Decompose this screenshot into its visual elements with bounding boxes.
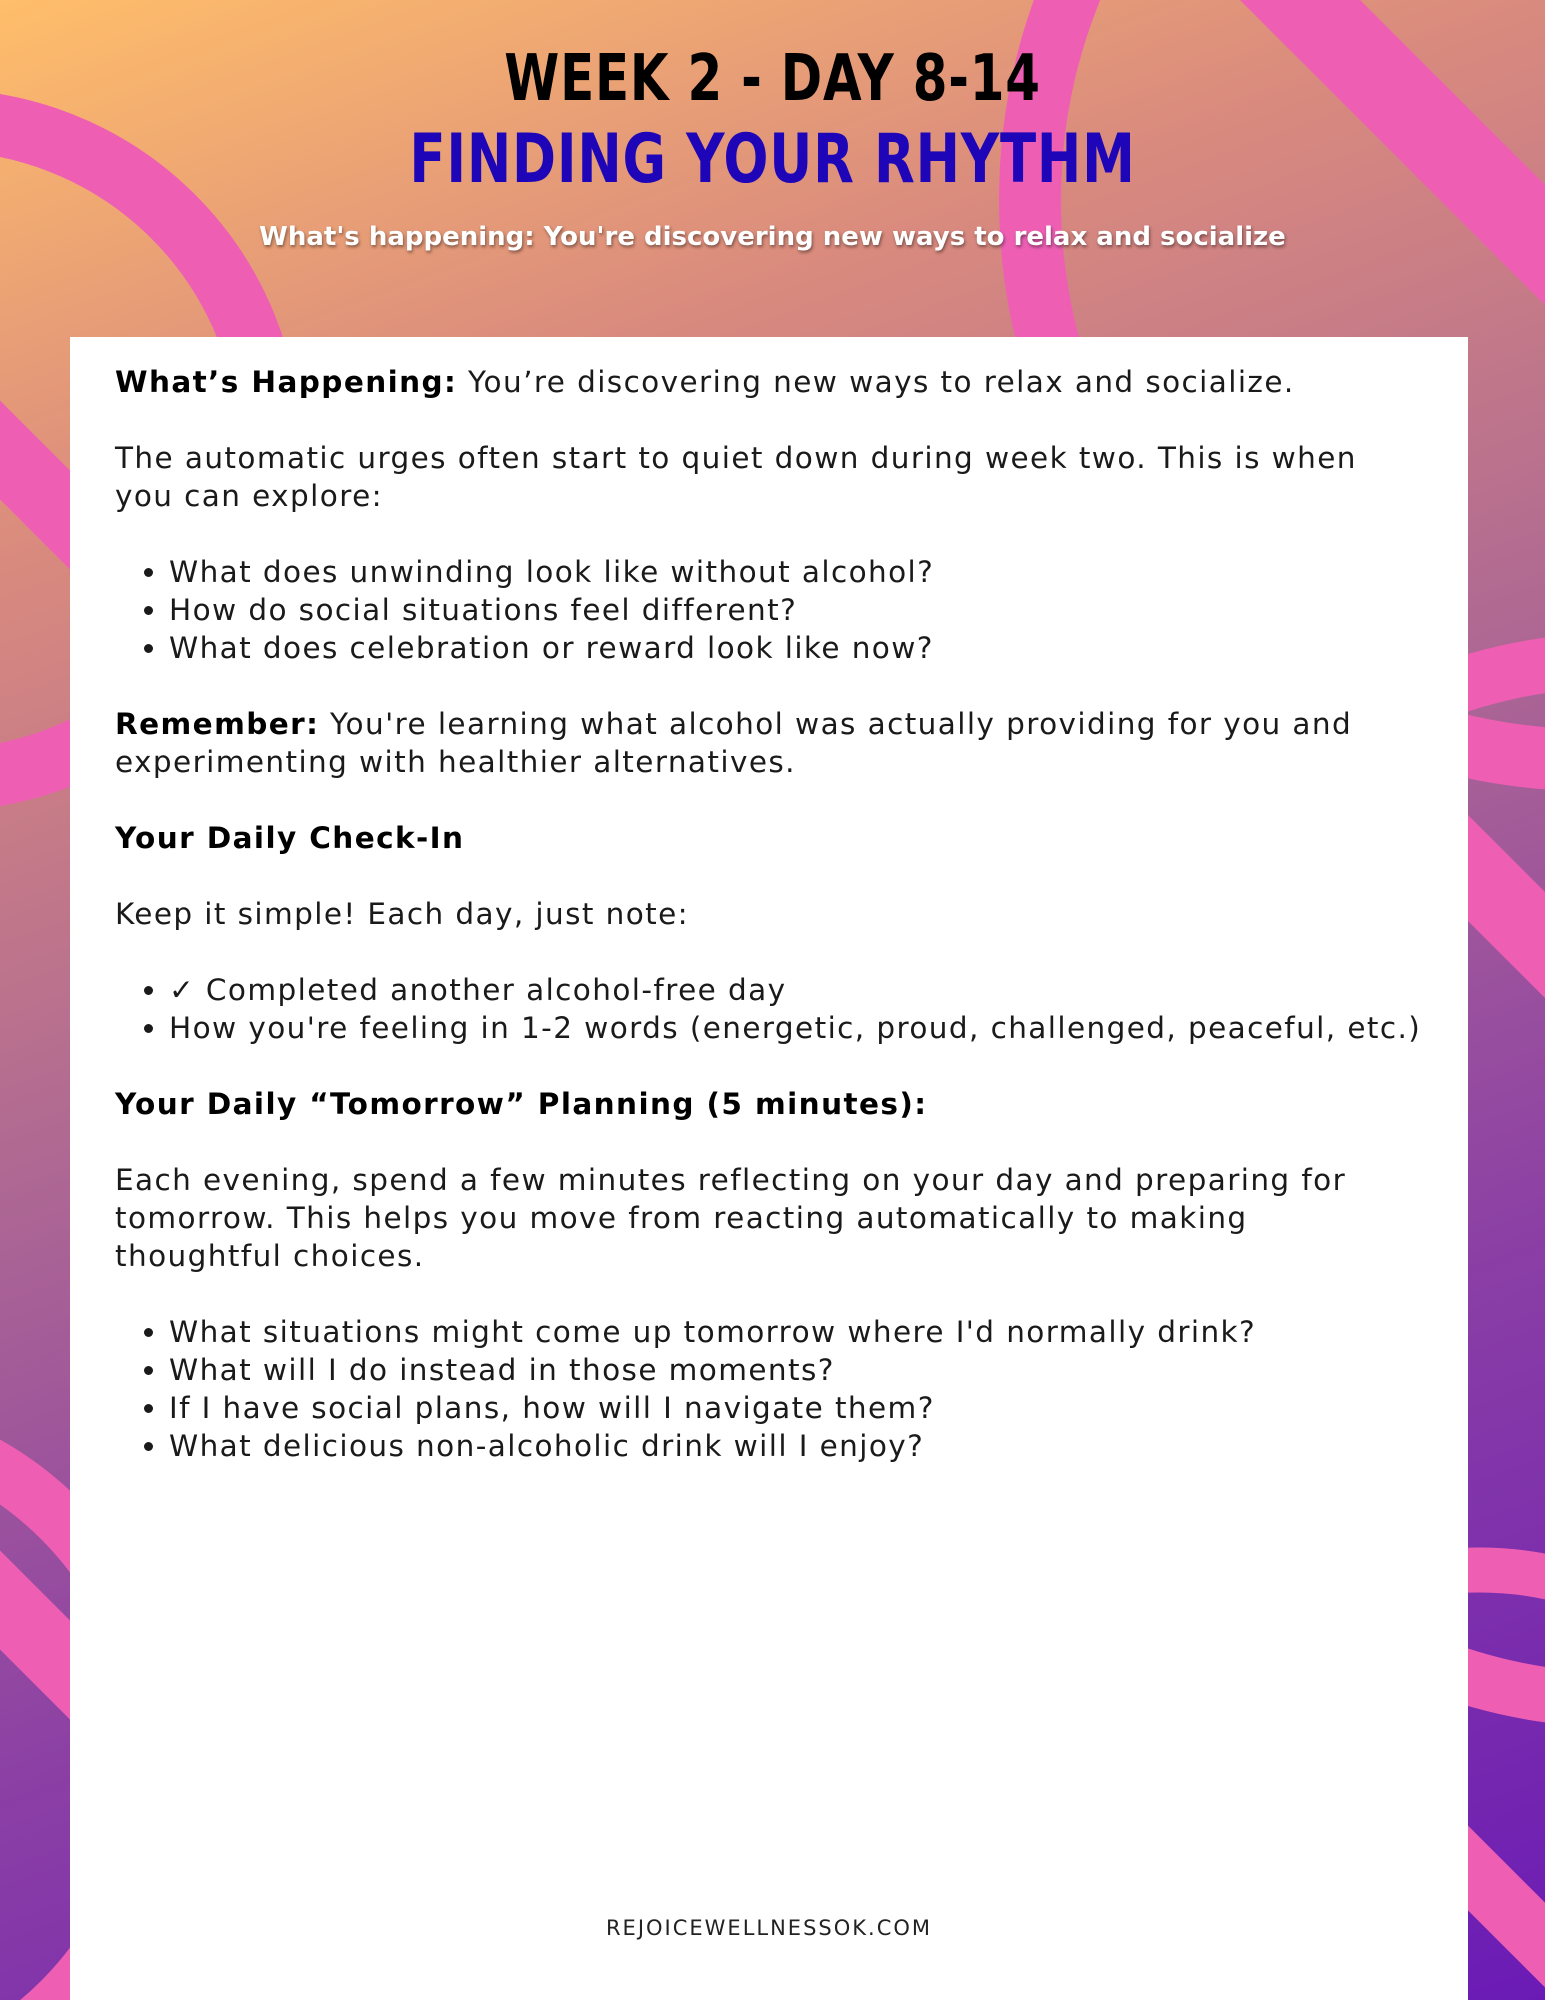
list-item: • How you're feeling in 1-2 words (energetic, proud, challenged, peaceful, etc.)	[169, 1009, 1424, 1047]
checkin-list	[115, 971, 1424, 1047]
header-subtitle: What's happening: You're discovering new ways to relax and socialize	[259, 222, 1286, 252]
remember-paragraph	[115, 705, 1424, 781]
planning-heading	[115, 1085, 1424, 1123]
content-card	[70, 337, 1468, 2000]
checkin-heading-text: Your Daily Check-In	[115, 821, 465, 855]
checkin-heading	[115, 819, 1424, 857]
week-title: WEEK 2 - DAY 8-14	[504, 42, 1041, 116]
list-item: • What does unwinding look like without alcohol?	[169, 553, 1424, 591]
list-item: • What delicious non-alcoholic drink will I enjoy?	[169, 1427, 1424, 1465]
explore-list	[115, 553, 1424, 667]
checkin-intro: Keep it simple! Each day, just note:	[115, 897, 690, 931]
list-item: • How do social situations feel different?	[169, 591, 1424, 629]
explore-paragraph: The automatic urges often start to quiet down during week two. This is when you can explore:	[115, 441, 1357, 513]
list-item: • ✓ Completed another alcohol-free day	[169, 971, 1424, 1009]
remember-text: You're learning what alcohol was actually providing for you and experimenting with healthier alternatives.	[115, 707, 1353, 779]
content-body	[115, 363, 1424, 1465]
page-title: FINDING YOUR RHYTHM	[409, 120, 1136, 199]
footer-website: REJOICEWELLNESSOK.COM	[605, 1916, 933, 1940]
intro-label: What’s Happening:	[115, 365, 458, 399]
intro-text: You’re discovering new ways to relax and socialize.	[457, 365, 1295, 399]
remember-label: Remember:	[115, 707, 320, 741]
planning-heading-text: Your Daily “Tomorrow” Planning (5 minutes):	[115, 1087, 928, 1121]
planning-list	[115, 1313, 1424, 1465]
planning-paragraph: Each evening, spend a few minutes reflecting on your day and preparing for tomorrow. This helps you move from reacting automatically to making thoughtful choices.	[115, 1163, 1347, 1273]
list-item: • What situations might come up tomorrow where I'd normally drink?	[169, 1313, 1424, 1351]
list-item: • What will I do instead in those moments?	[169, 1351, 1424, 1389]
intro-paragraph	[115, 363, 1424, 401]
list-item: • If I have social plans, how will I navigate them?	[169, 1389, 1424, 1427]
list-item: • What does celebration or reward look like now?	[169, 629, 1424, 667]
